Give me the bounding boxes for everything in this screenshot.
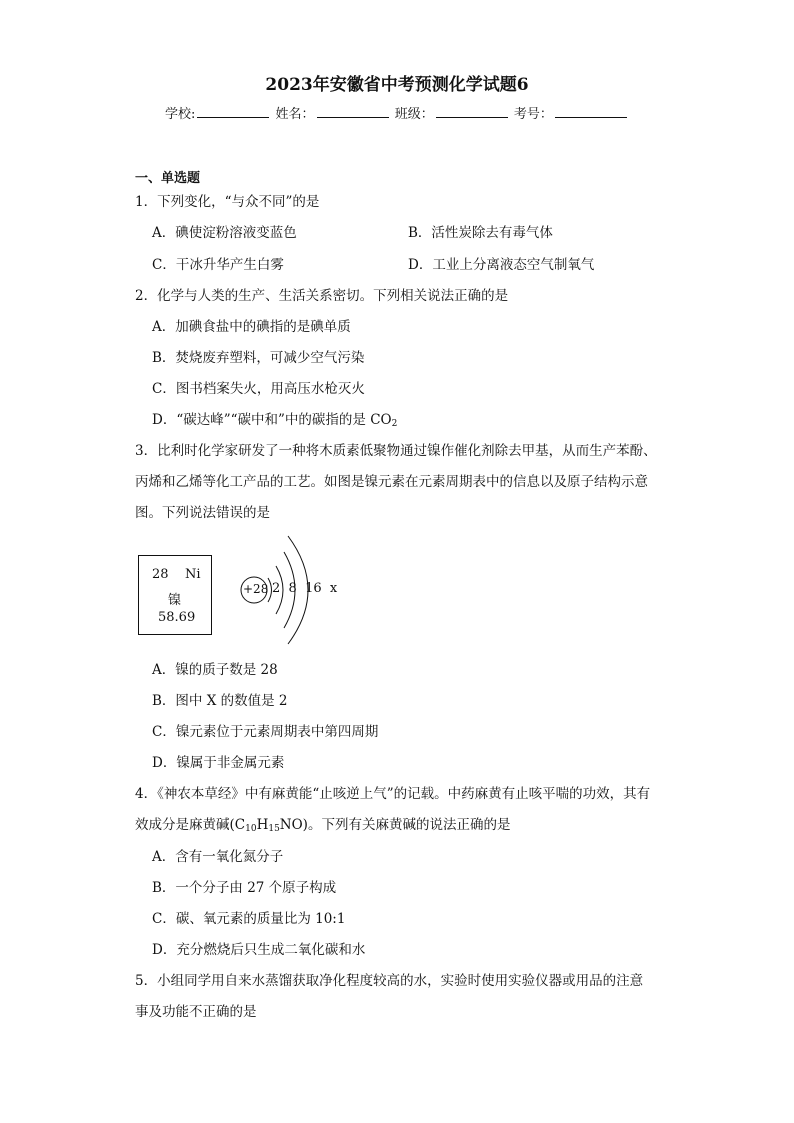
question-5-stem-line-1: 5．小组同学用自来水蒸馏获取净化程度较高的水，实验时使用实验仪器或用品的注意 [135, 973, 644, 989]
electron-counts: 2 8 16 x [272, 581, 338, 596]
name-blank [317, 105, 389, 118]
question-1-option-c: C．干冰升华产生白雾 [152, 257, 284, 273]
question-2-stem: 2．化学与人类的生产、生活关系密切。下列相关说法正确的是 [135, 288, 509, 304]
question-3-option-d: D．镍属于非金属元素 [152, 755, 285, 771]
question-5-stem-line-2: 事及功能不正确的是 [135, 1004, 257, 1020]
question-4-stem-line-1: 4．《神农本草经》中有麻黄能“止咳逆上气”的记载。中药麻黄有止咳平喘的功效，其有 [135, 786, 651, 802]
question-4-stem-line-2 [135, 816, 510, 838]
q4-sub-hydrogen: 15 [268, 824, 280, 834]
section-heading: 一、单选题 [135, 171, 201, 186]
nucleus-charge: +28 [243, 582, 269, 596]
electron-shell-1 [268, 578, 272, 602]
question-1-option-a: A．碘使淀粉溶液变蓝色 [152, 225, 297, 241]
question-3-option-c: C．镍元素位于元素周期表中第四周期 [152, 724, 379, 740]
id-blank [555, 105, 627, 118]
question-1-stem: 1．下列变化，“与众不同”的是 [135, 194, 320, 210]
question-3-option-b: B．图中 X 的数值是 2 [152, 693, 288, 709]
question-3-stem-line-2: 丙烯和乙烯等化工产品的工艺。如图是镍元素在元素周期表中的信息以及原子结构示意 [135, 474, 648, 490]
question-2-option-d-text: D．“碳达峰”“碳中和”中的碳指的是 CO [152, 412, 392, 428]
q4-text-a: 效成分是麻黄碱(C [135, 817, 246, 833]
question-1-option-d: D．工业上分离液态空气制氧气 [408, 257, 595, 273]
school-blank [197, 105, 269, 118]
student-info-line [165, 103, 629, 122]
question-1-option-b: B．活性炭除去有毒气体 [408, 225, 553, 241]
name-label: 姓名： [275, 107, 315, 122]
id-label: 考号： [513, 107, 553, 122]
class-blank [436, 105, 508, 118]
question-3-stem-line-3: 图。下列说法错误的是 [135, 505, 270, 521]
question-4-option-b: B．一个分子由 27 个原子构成 [152, 880, 337, 896]
question-4-option-d: D．充分燃烧后只生成二氧化碳和水 [152, 942, 366, 958]
atomic-number: 28 [152, 567, 169, 582]
question-2-option-c: C．图书档案失火，用高压水枪灭火 [152, 381, 365, 397]
co2-subscript: 2 [391, 419, 398, 429]
page-title: 2023年安徽省中考预测化学试题6 [265, 75, 529, 95]
school-label: 学校: [165, 107, 196, 122]
class-label: 班级： [394, 107, 434, 122]
question-2-option-d [152, 411, 397, 433]
question-3-stem-line-1: 3．比利时化学家研发了一种将木质素低聚物通过镍作催化剂除去甲基，从而生产苯酚、 [135, 443, 657, 459]
question-4-option-a: A．含有一氧化氮分子 [152, 849, 284, 865]
element-name: 镍 [168, 593, 182, 608]
question-2-option-b: B．焚烧废弃塑料，可减少空气污染 [152, 350, 365, 366]
question-2-option-a: A．加碘食盐中的碘指的是碘单质 [152, 319, 351, 335]
q4-sub-carbon: 10 [245, 824, 257, 834]
periodic-table-cell [138, 555, 212, 635]
q4-text-h: H [256, 817, 269, 833]
q4-text-b: NO)。下列有关麻黄碱的说法正确的是 [279, 817, 511, 833]
atomic-mass: 58.69 [158, 610, 196, 625]
question-3-option-a: A．镍的质子数是 28 [152, 662, 278, 678]
element-symbol: Ni [185, 567, 201, 582]
question-4-option-c: C．碳、氧元素的质量比为 10:1 [152, 911, 346, 927]
